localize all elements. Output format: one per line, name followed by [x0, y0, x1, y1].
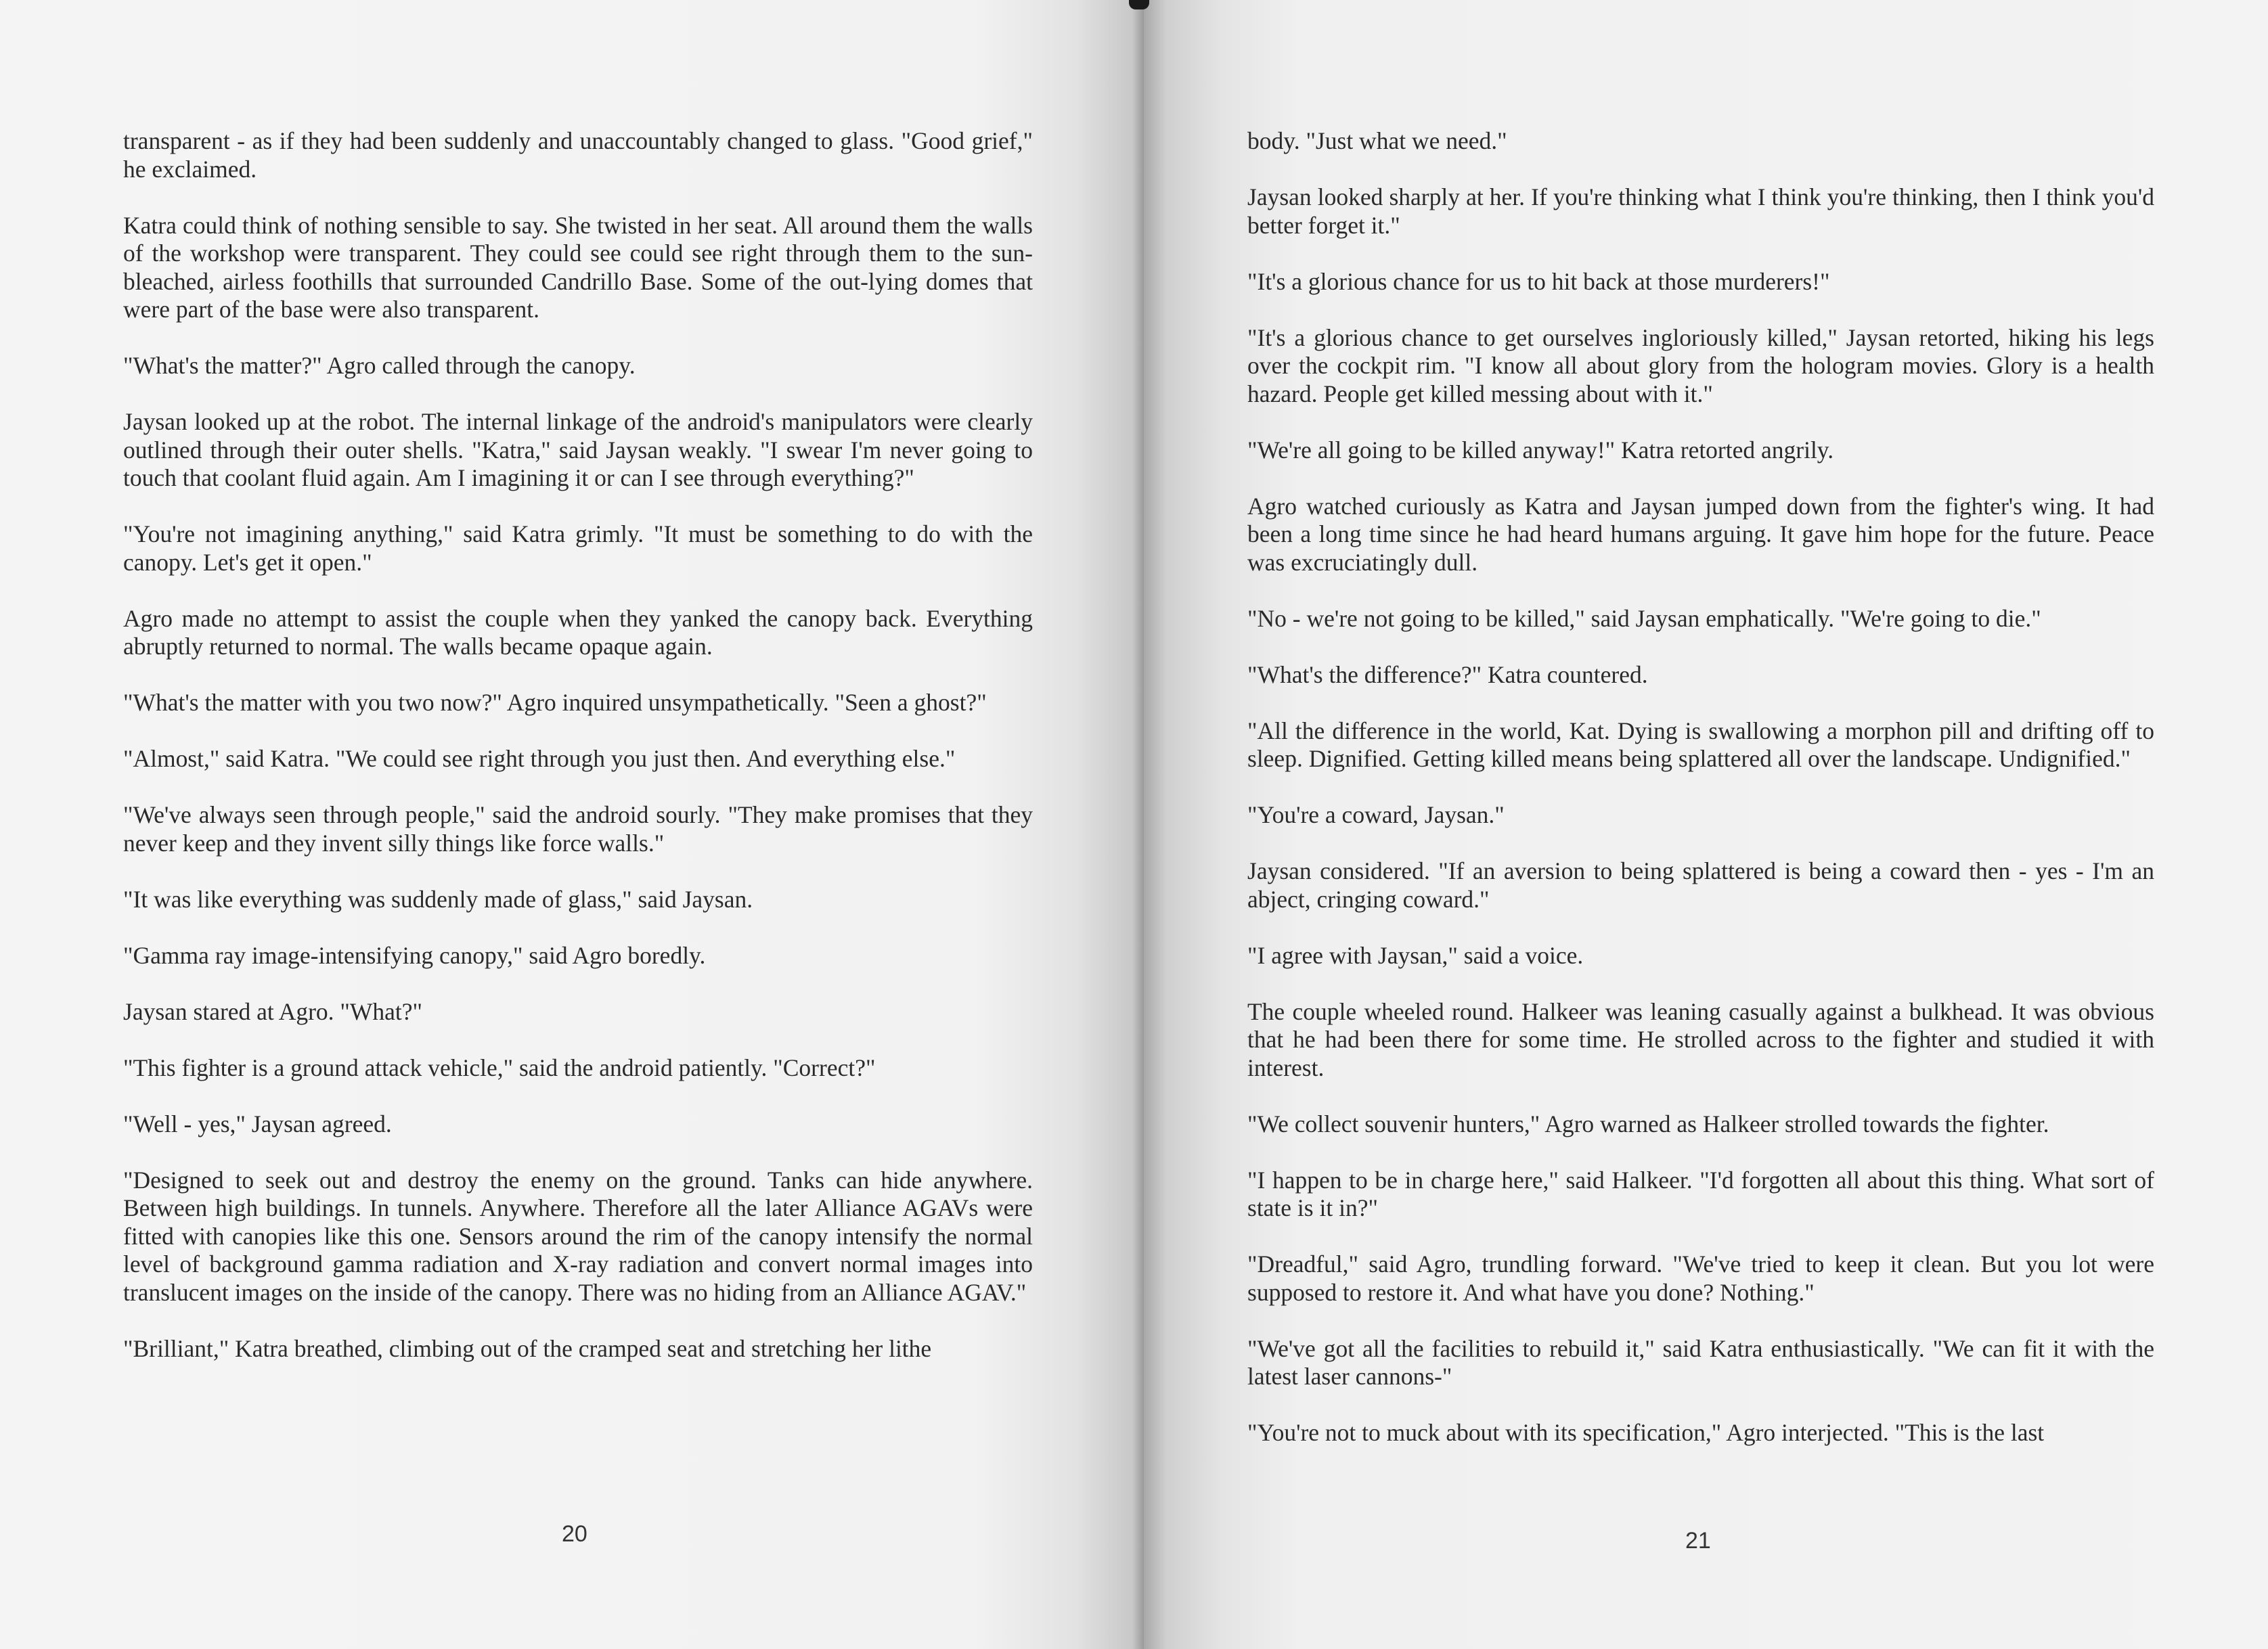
paragraph: "We collect souvenir hunters," Agro warned as Halkeer strolled towards the fighter.: [1247, 1110, 2049, 1137]
paragraph: Jaysan considered. "If an aversion to being splattered is being a coward then - yes - I'm an abject, cringing coward.": [1247, 857, 2154, 913]
page-number: 20: [562, 1521, 587, 1547]
paragraph: "I agree with Jaysan," said a voice.: [1247, 941, 1584, 969]
paragraph: "All the difference in the world, Kat. Dying is swallowing a morphon pill and drifting off to sleep. Dignified. Getting killed means being splattered all over the landscape. Undignified.": [1247, 717, 2154, 772]
paragraph: "We've got all the facilities to rebuild it," said Katra enthusiastically. "We can fit it with the latest laser cannons-": [1247, 1334, 2154, 1390]
paragraph: transparent - as if they had been suddenly and unaccountably changed to glass. "Good grief," he exclaimed.: [123, 127, 1033, 183]
paragraph: The couple wheeled round. Halkeer was leaning casually against a bulkhead. It was obvious that he had been there for some time. He strolled across to the fighter and studied it with interest.: [1247, 997, 2154, 1081]
paragraph: "Brilliant," Katra breathed, climbing out of the cramped seat and stretching her lithe: [123, 1334, 932, 1362]
paragraph: "What's the matter?" Agro called through the canopy.: [123, 352, 636, 379]
paragraph: "What's the difference?" Katra countered.: [1247, 660, 1648, 688]
spine-binding-mark: [1129, 0, 1149, 9]
right-page-text: [1247, 127, 2154, 1475]
paragraph: Katra could think of nothing sensible to say. She twisted in her seat. All around them the walls of the workshop were transparent. They could see could see right through them to the sun-bleached, airless foothills that surrounded Candrillo Base. Some of the out-lying domes that were part of the base were also transparent.: [123, 211, 1033, 323]
paragraph: Agro made no attempt to assist the couple when they yanked the canopy back. Everything abruptly returned to normal. The walls became opaque again.: [123, 604, 1033, 660]
paragraph: "I happen to be in charge here," said Halkeer. "I'd forgotten all about this thing. What sort of state is it in?": [1247, 1166, 2154, 1221]
paragraph: "Designed to seek out and destroy the enemy on the ground. Tanks can hide anywhere. Between high buildings. In tunnels. Anywhere. Therefore all the later Alliance AGAVs were fitted with canopies like this one. Sensors around the rim of the canopy intensify the normal level of background gamma radiation and X-ray radiation and convert normal images into translucent images on the inside of the canopy. There was no hiding from an Alliance AGAV.": [123, 1166, 1033, 1306]
page-number: 21: [1685, 1528, 1711, 1554]
paragraph: "Well - yes," Jaysan agreed.: [123, 1110, 392, 1137]
paragraph: "No - we're not going to be killed," said Jaysan emphatically. "We're going to die.": [1247, 604, 2041, 632]
paragraph: "You're not to muck about with its specification," Agro interjected. "This is the last: [1247, 1419, 2045, 1446]
paragraph: "It's a glorious chance for us to hit back at those murderers!": [1247, 267, 1830, 295]
paragraph: "This fighter is a ground attack vehicle," said the android patiently. "Correct?": [123, 1054, 876, 1081]
paragraph: "We've always seen through people," said the android sourly. "They make promises that they never keep and they invent silly things like force walls.": [123, 801, 1033, 857]
paragraph: "It's a glorious chance to get ourselves ingloriously killed," Jaysan retorted, hiking his legs over the cockpit rim. "I know all about glory from the hologram movies. Glory is a health hazard. People get killed messing about with it.": [1247, 323, 2154, 407]
paragraph: "We're all going to be killed anyway!" Katra retorted angrily.: [1247, 436, 1834, 464]
paragraph: Agro watched curiously as Katra and Jaysan jumped down from the fighter's wing. It had been a long time since he had heard humans arguing. It gave him hope for the future. Peace was excruciatingly dull.: [1247, 492, 2154, 576]
paragraph: "You're a coward, Jaysan.": [1247, 801, 1505, 828]
paragraph: "What's the matter with you two now?" Agro inquired unsympathetically. "Seen a ghost?": [123, 689, 987, 716]
left-page-text: [123, 127, 1033, 1391]
paragraph: "Dreadful," said Agro, trundling forward. "We've tried to keep it clean. But you lot were supposed to restore it. And what have you done? Nothing.": [1247, 1250, 2154, 1306]
paragraph: "Almost," said Katra. "We could see right through you just then. And everything else.": [123, 745, 956, 772]
paragraph: "You're not imagining anything," said Katra grimly. "It must be something to do with the canopy. Let's get it open.": [123, 520, 1033, 576]
paragraph: Jaysan looked up at the robot. The internal linkage of the android's manipulators were clearly outlined through their outer shells. "Katra," said Jaysan weakly. "I swear I'm never going to touch that coolant fluid again. Am I imagining it or can I see through everything?": [123, 408, 1033, 491]
paragraph: "It was like everything was suddenly made of glass," said Jaysan.: [123, 885, 753, 913]
right-page: [1144, 0, 2268, 1649]
paragraph: "Gamma ray image-intensifying canopy," said Agro boredly.: [123, 941, 706, 969]
paragraph: Jaysan stared at Agro. "What?": [123, 997, 423, 1025]
paragraph: body. "Just what we need.": [1247, 127, 1507, 154]
paragraph: Jaysan looked sharply at her. If you're thinking what I think you're thinking, then I think you'd better forget it.": [1247, 183, 2154, 239]
